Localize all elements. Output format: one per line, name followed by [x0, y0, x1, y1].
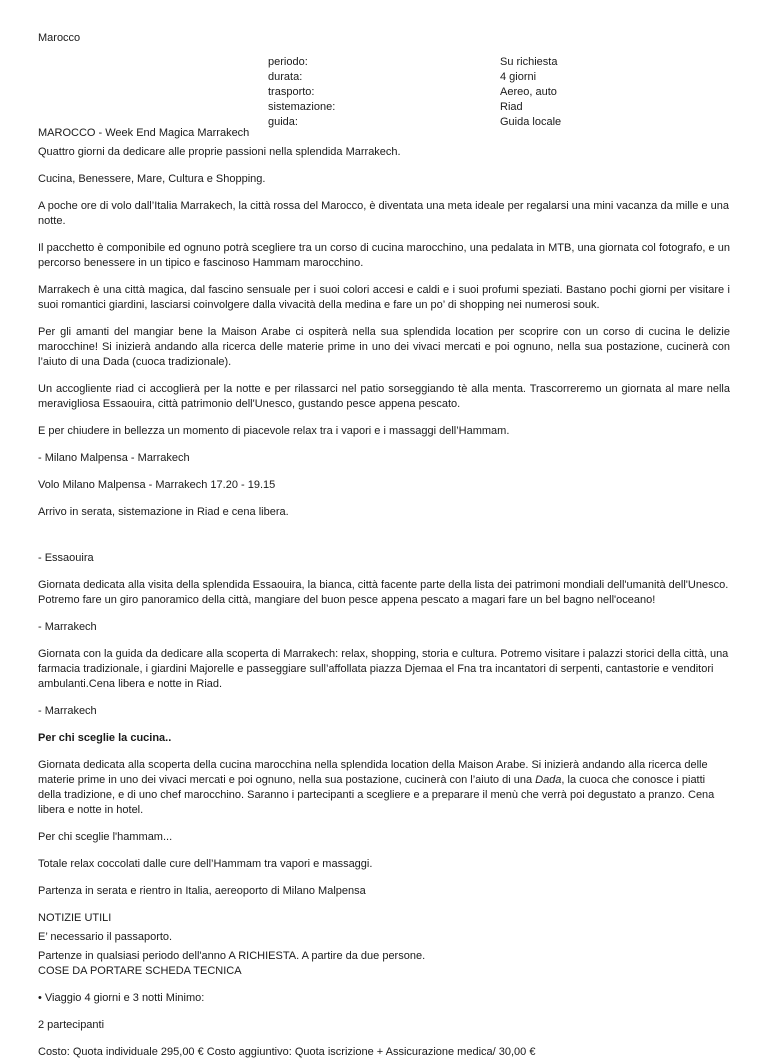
intro-paragraph: A poche ore di volo dall’Italia Marrakech, la città rossa del Marocco, è diventata una meta ideale per regalarsi una mini vacanza da mille e una notte. [38, 200, 729, 227]
trip-description [38, 126, 730, 1060]
intro-paragraph: Marrakech è una città magica, dal fascino sensuale per i suoi colori accesi e caldi e i suoi profumi speziati. Bastano pochi giorni per visitare i suoi romantici giardini, lasciarsi coinvolgere dalla vivacità della medina e fare un po’ di shopping nei numerosi souk. [38, 284, 730, 311]
trip-title: MAROCCO - Week End Magica Marrakech [38, 127, 250, 139]
dada-term: Dada [535, 774, 562, 786]
participants-count: 2 partecipanti [38, 1019, 105, 1031]
info-row-period [38, 55, 730, 70]
trip-subtitle: Quattro giorni da dedicare alle proprie passioni nella splendida Marrakech. [38, 146, 401, 158]
cooking-heading: Per chi sceglie la cucina.. [38, 732, 172, 744]
document-page [38, 31, 730, 1058]
day-heading: - Marrakech [38, 705, 97, 717]
cooking-description [38, 758, 730, 818]
info-value: Su richiesta [500, 56, 558, 68]
info-row-accommodation [38, 100, 730, 115]
cost-info: Costo: Quota individuale 295,00 € Costo aggiuntivo: Quota iscrizione + Assicurazione medica/ 30,00 € [38, 1046, 536, 1058]
info-label: durata: [268, 71, 303, 83]
info-label: trasporto: [268, 86, 315, 98]
info-value: Riad [500, 101, 523, 113]
info-label: periodo: [268, 56, 308, 68]
trip-info-table [38, 55, 730, 130]
items-title: COSE DA PORTARE SCHEDA TECNICA [38, 965, 242, 977]
day-heading: - Marrakech [38, 621, 97, 633]
intro-paragraph: E per chiudere in bellezza un momento di piacevole relax tra i vapori e i massaggi dell’Hammam. [38, 425, 510, 437]
hammam-description: Totale relax coccolati dalle cure dell’Hammam tra vapori e massaggi. [38, 858, 373, 870]
info-value: Aereo, auto [500, 86, 557, 98]
info-label: sistemazione: [268, 101, 336, 113]
notes-title: NOTIZIE UTILI [38, 912, 112, 924]
info-row-transport [38, 85, 730, 100]
hammam-heading: Per chi sceglie l'hammam... [38, 831, 173, 843]
country-heading: Marocco [38, 32, 81, 44]
info-value: Guida locale [500, 116, 562, 128]
day-heading: - Essaouira [38, 552, 94, 564]
cooking-text: , la cuoca che conosce i piatti della tradizione, e di uno chef marocchino. Saranno i partecipanti a scegliere e a preparare il menù che verrà poi degustato a pranzo. Cena libera e notte in hotel. [38, 774, 715, 816]
intro-paragraph: Per gli amanti del mangiar bene la Maison Arabe ci ospiterà nella sua splendida location per scoprire con un corso di cucina le delizie marocchine! Si inizierà andando alla ricerca delle materie prime in uno dei vivaci mercati e poi ognuno, nella sua postazione, cucinerà con l’aiuto di una Dada (cuoca tradizionale). [38, 326, 730, 368]
cooking-text: Giornata dedicata alla scoperta della cucina marocchina nella splendida location della Maison Arabe. Si inizierà andando alla ricerca delle materie prime in uno dei vivaci mercati e poi ognuno, nella sua postazione, cucinerà con l’aiuto di una [38, 759, 708, 786]
info-value: 4 giorni [500, 71, 537, 83]
day-description: Giornata dedicata alla visita della splendida Essaouira, la bianca, città facente parte della lista dei patrimoni mondiali dell'umanità dell'Unesco. Potremo fare un giro panoramico della città, mangiare del buon pesce appena pescato a magari fare un bel bagno nell'oceano! [38, 579, 729, 606]
flight-info: Volo Milano Malpensa - Marrakech 17.20 - 19.15 [38, 479, 276, 491]
info-row-duration [38, 70, 730, 85]
day-heading: - Milano Malpensa - Marrakech [38, 452, 190, 464]
info-label: guida: [268, 116, 298, 128]
intro-paragraph: Un accogliente riad ci accoglierà per la notte e per rilassarci nel patio sorseggiando tè alla menta. Trascorreremo un giornata al mare nella meravigliosa Essaouira, città patrimonio dell'Unesco, gustando pesce appena pescato. [38, 383, 730, 410]
intro-paragraph: Il pacchetto è componibile ed ognuno potrà scegliere tra un corso di cucina marocchino, una pedalata in MTB, una giornata col fotografo, e un percorso benessere in un tipico e fascinoso Hammam marocchino. [38, 242, 730, 269]
day-description: Arrivo in serata, sistemazione in Riad e cena libera. [38, 506, 289, 518]
departure-info: Partenza in serata e rientro in Italia, aereoporto di Milano Malpensa [38, 885, 366, 897]
departures-note: Partenze in qualsiasi periodo dell'anno A RICHIESTA. A partire da due persone. [38, 950, 426, 962]
trip-themes: Cucina, Benessere, Mare, Cultura e Shopping. [38, 173, 266, 185]
day-description: Giornata con la guida da dedicare alla scoperta di Marrakech: relax, shopping, storia e cultura. Potremo visitare i palazzi storici della città, una farmacia tradizionale, i giardini Majorelle e passeggiare sull’affollata piazza Djemaa el Fna tra incantatori di serpenti, cantastorie e venditori ambulanti.Cena libera e notte in Riad. [38, 648, 729, 690]
passport-note: E’ necessario il passaporto. [38, 931, 173, 943]
travel-duration: • Viaggio 4 giorni e 3 notti Minimo: [38, 992, 205, 1004]
